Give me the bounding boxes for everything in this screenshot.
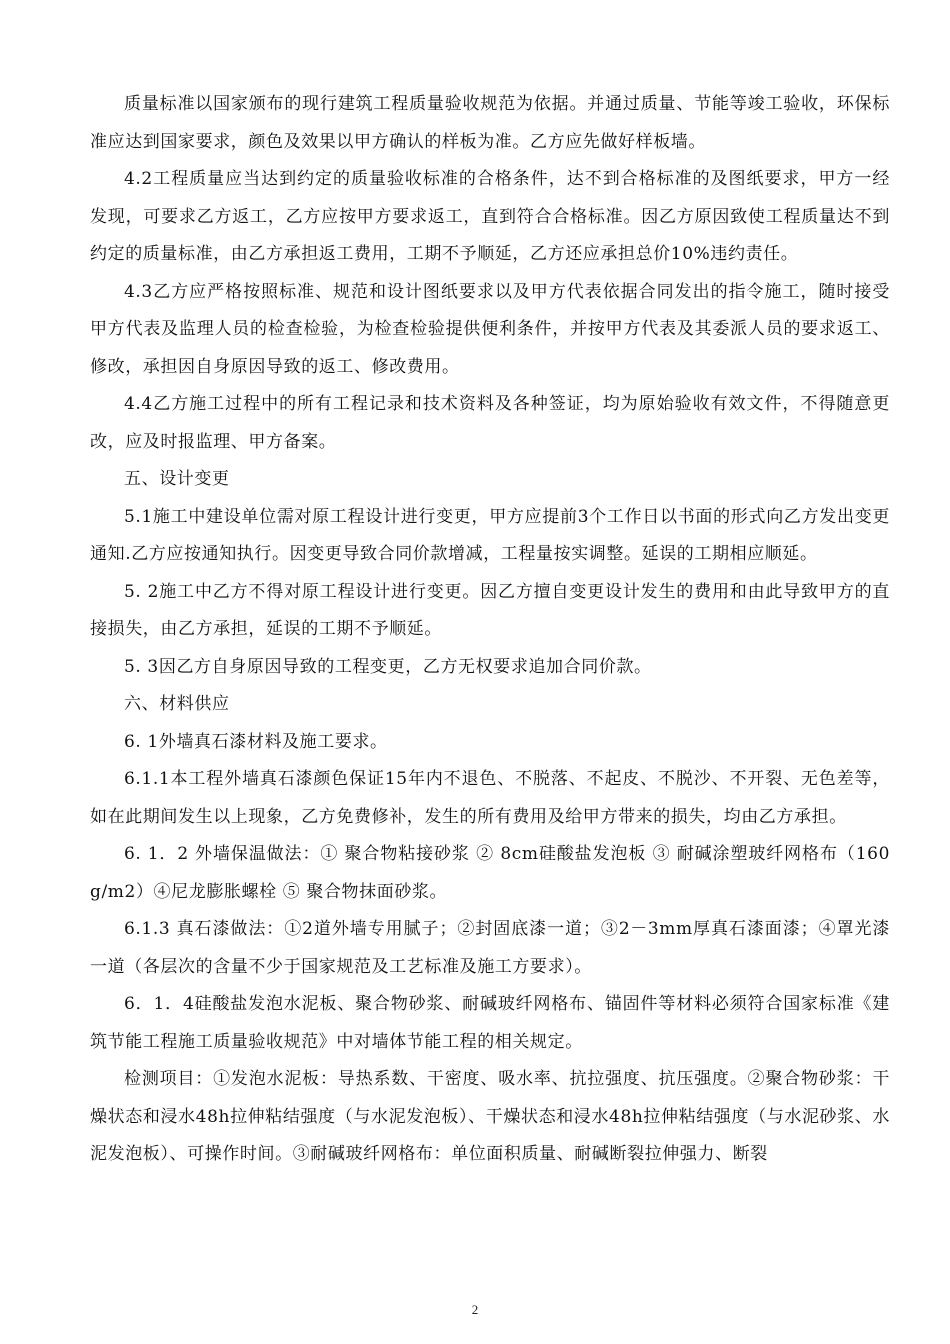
body-paragraph: 6．1．4硅酸盐发泡水泥板、聚合物砂浆、耐碱玻纤网格布、锚固件等材料必须符合国家标准《建筑节能工程施工质量验收规范》中对墙体节能工程的相关规定。 [90,994,890,1052]
body-paragraph: 5.1施工中建设单位需对原工程设计进行变更，甲方应提前3个工作日以书面的形式向乙方发出变更通知.乙方应按通知执行。因变更导致合同价款增减，工程量按实调整。延误的工期相应顺延。 [90,506,890,564]
body-paragraph: 质量标准以国家颁布的现行建筑工程质量验收规范为依据。并通过质量、节能等竣工验收，环保标准应达到国家要求，颜色及效果以甲方确认的样板为准。乙方应先做好样板墙。 [90,94,890,152]
body-paragraph: 6.1.1本工程外墙真石漆颜色保证15年内不退色、不脱落、不起皮、不脱沙、不开裂、无色差等，如在此期间发生以上现象，乙方免费修补，发生的所有费用及给甲方带来的损失，均由乙方承担。 [90,769,890,827]
document-body [90,86,890,1174]
body-paragraph: 6. 1外墙真石漆材料及施工要求。 [124,731,388,752]
body-paragraph: 检测项目：①发泡水泥板：导热系数、干密度、吸水率、抗拉强度、抗压强度。②聚合物砂浆：干燥状态和浸水48h拉伸粘结强度（与水泥发泡板）、干燥状态和浸水48h拉伸粘结强度（与水泥砂浆、水泥发泡板）、可操作时间。③耐碱玻纤网格布：单位面积质量、耐碱断裂拉伸强力、断裂 [90,1069,890,1164]
body-paragraph: 4.3乙方应严格按照标准、规范和设计图纸要求以及甲方代表依据合同发出的指令施工，随时接受甲方代表及监理人员的检查检验，为检查检验提供便利条件，并按甲方代表及其委派人员的要求返工、修改，承担因自身原因导致的返工、修改费用。 [90,281,890,377]
body-paragraph: 4.4乙方施工过程中的所有工程记录和技术资料及各种签证，均为原始验收有效文件，不得随意更改，应及时报监理、甲方备案。 [90,394,890,452]
section-heading: 六、材料供应 [124,694,230,714]
body-paragraph: 5. 3因乙方自身原因导致的工程变更，乙方无权要求追加合同价款。 [124,656,652,677]
body-paragraph: 6.1.3 真石漆做法：①2道外墙专用腻子；②封固底漆一道；③2－3mm厚真石漆面漆；④罩光漆一道（各层次的含量不少于国家规范及工艺标准及施工方要求）。 [90,919,890,977]
body-paragraph: 4.2工程质量应当达到约定的质量验收标准的合格条件，达不到合格标准的及图纸要求，甲方一经发现，可要求乙方返工，乙方应按甲方要求返工，直到符合合格标准。因乙方原因致使工程质量达不到约定的质量标准，由乙方承担返工费用，工期不予顺延，乙方还应承担总价10%违约责任。 [90,169,890,264]
page-number: 2 [471,1302,479,1317]
section-heading: 五、设计变更 [124,469,230,489]
body-paragraph: 5. 2施工中乙方不得对原工程设计进行变更。因乙方擅自变更设计发生的费用和由此导致甲方的直接损失，由乙方承担，延误的工期不予顺延。 [90,581,890,639]
body-paragraph: 6. 1．2 外墙保温做法：① 聚合物粘接砂浆 ② 8cm硅酸盐发泡板 ③ 耐碱涂塑玻纤网格布（160g/m2）④尼龙膨胀螺栓 ⑤ 聚合物抹面砂浆。 [90,844,890,902]
